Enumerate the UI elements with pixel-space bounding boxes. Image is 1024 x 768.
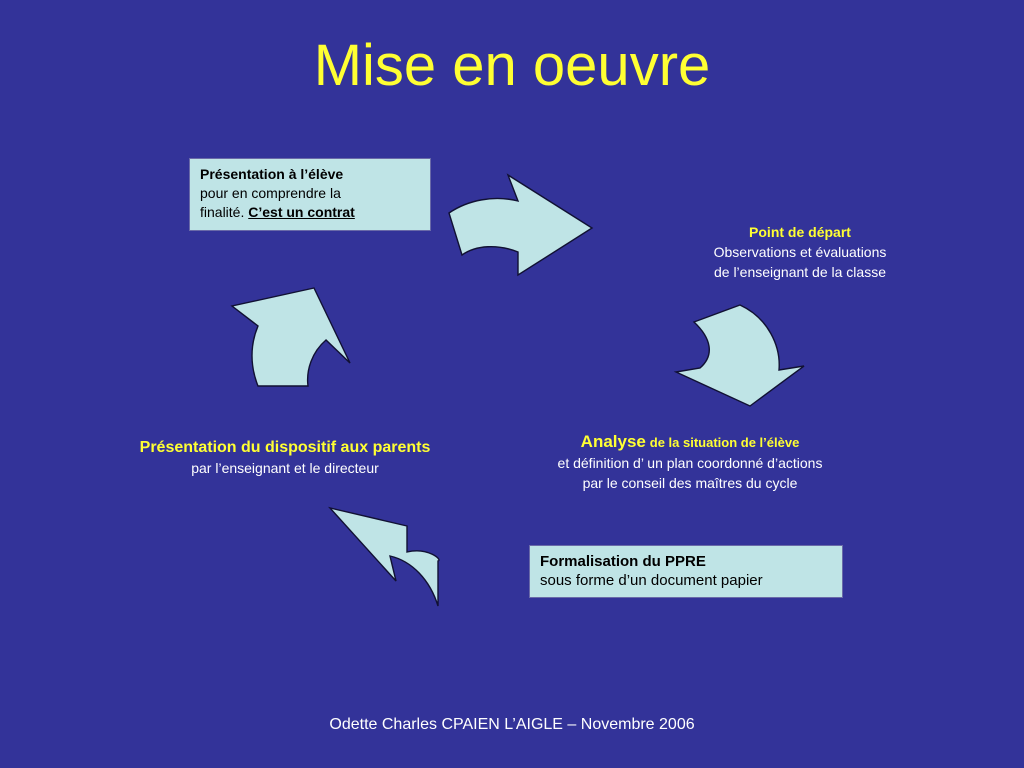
analyse-heading bbox=[500, 432, 880, 453]
arrow-bottom-left bbox=[330, 508, 439, 606]
point-depart-heading: Point de départ bbox=[749, 224, 851, 240]
box-presentation-eleve bbox=[189, 158, 431, 231]
arrow-right bbox=[676, 305, 804, 406]
parents-heading: Présentation du dispositif aux parents bbox=[139, 439, 431, 456]
analyse-heading-big: Analyse bbox=[580, 432, 646, 451]
analyse-block bbox=[500, 432, 880, 493]
slide-title: Mise en oeuvre bbox=[313, 33, 711, 98]
presentation-eleve-line1: pour en comprendre la bbox=[200, 185, 341, 201]
point-depart-block bbox=[690, 222, 910, 282]
point-depart-line1: Observations et évaluations bbox=[713, 244, 887, 260]
parents-block bbox=[95, 438, 475, 478]
formalisation-heading: Formalisation du PPRE bbox=[540, 553, 706, 570]
slide-footer: Odette Charles CPAIEN L’AIGLE – Novembre 2006 bbox=[329, 716, 695, 733]
arrow-top-right bbox=[449, 175, 592, 275]
presentation-eleve-contract: C’est un contrat bbox=[248, 204, 355, 220]
presentation-eleve-line2-plain: finalité. bbox=[200, 204, 245, 220]
presentation-eleve-heading: Présentation à l’élève bbox=[200, 166, 344, 182]
analyse-heading-small: de la situation de l’élève bbox=[649, 435, 800, 450]
point-depart-line2: de l’enseignant de la classe bbox=[713, 264, 886, 280]
arrow-left bbox=[232, 288, 350, 386]
formalisation-line1: sous forme d’un document papier bbox=[540, 572, 763, 589]
analyse-line1: et définition d’ un plan coordonné d’actions bbox=[557, 455, 823, 471]
box-formalisation bbox=[529, 545, 843, 598]
presentation-eleve-line2 bbox=[200, 203, 420, 222]
analyse-line2: par le conseil des maîtres du cycle bbox=[582, 475, 798, 491]
parents-line1: par l’enseignant et le directeur bbox=[191, 460, 379, 476]
